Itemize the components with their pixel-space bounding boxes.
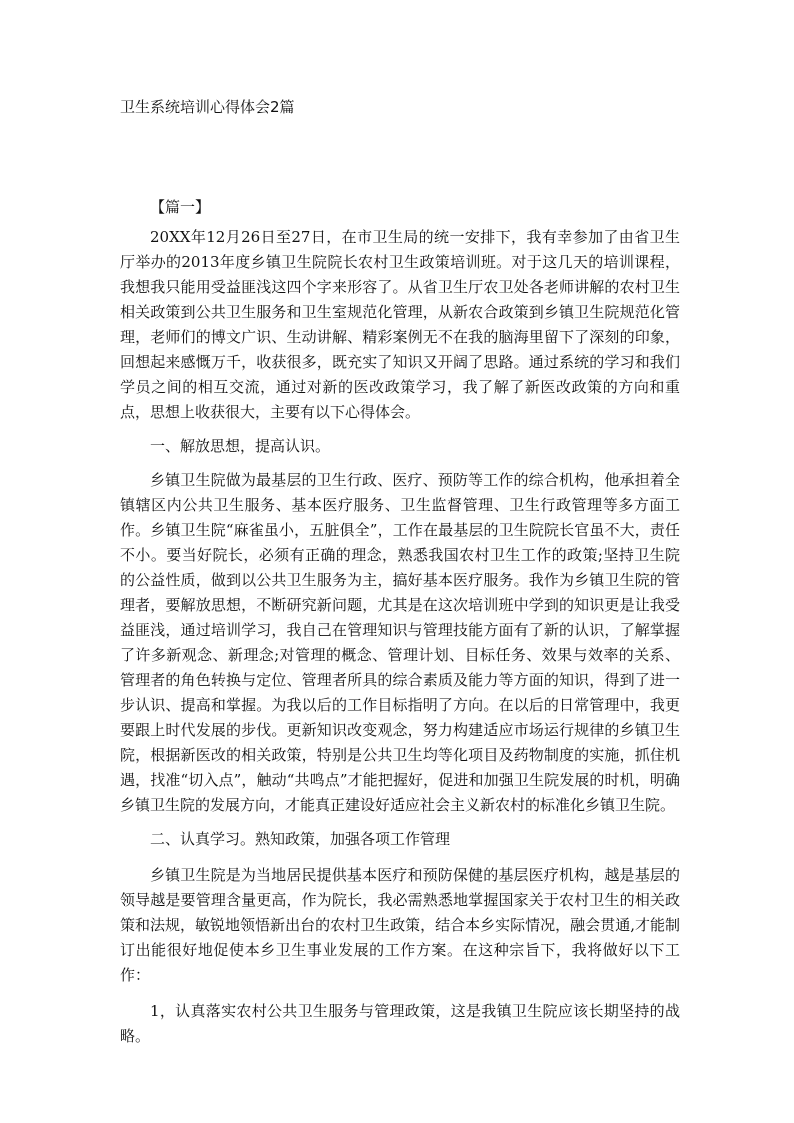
document-body	[120, 195, 680, 1049]
paragraph-policy-management: 乡镇卫生院是为当地居民提供基本医疗和预防保健的基层医疗机构，越是基层的领导越是要管理含量更高，作为院长，我必需熟悉地掌握国家关于农村卫生的相关政策和法规，敏锐地领悟新出台的农村卫生政策，结合本乡实际情况，融会贯通,才能制订出能很好地促使本乡卫生事业发展的工作方案。在这种宗旨下，我将做好以下工作：	[120, 866, 680, 984]
section-label: 【篇一】	[150, 198, 211, 216]
paragraph-intro: 20XX年12月26日至27日，在市卫生局的统一安排下，我有幸参加了由省卫生厅举办的2013年度乡镇卫生院院长农村卫生政策培训班。对于这几天的培训课程，我想我只能用受益匪浅这四个字来形容了。从省卫生厅农卫处各老师讲解的农村卫生相关政策到公共卫生服务和卫生室规范化管理，从新农合政策到乡镇卫生院规范化管理，老师们的博文广识、生动讲解、精彩案例无不在我的脑海里留下了深刻的印象，回想起来感慨万千，收获很多，既充实了知识又开阔了思路。通过系统的学习和我们学员之间的相互交流，通过对新的医改政策学习，我了解了新医改政策的方向和重点，思想上收获很大，主要有以下心得体会。	[120, 228, 680, 421]
paragraph-township-hospital-role: 乡镇卫生院做为最基层的卫生行政、医疗、预防等工作的综合机构，他承担着全镇辖区内公共卫生服务、基本医疗服务、卫生监督管理、卫生行政管理等多方面工作。乡镇卫生院“麻雀虽小，五脏俱全”，工作在最基层的卫生院院长官虽不大，责任不小。要当好院长，必须有正确的理念，熟悉我国农村卫生工作的政策;坚持卫生院的公益性质，做到以公共卫生服务为主，搞好基本医疗服务。我作为乡镇卫生院的管理者，要解放思想，不断研究新问题，尤其是在这次培训班中学到的知识更是让我受益匪浅，通过培训学习，我自己在管理知识与管理技能方面有了新的认识，了解掌握了许多新观念、新理念;对管理的概念、管理计划、目标任务、效果与效率的关系、管理者的角色转换与定位、管理者所具的综合素质及能力等方面的知识，得到了进一步认识、提高和掌握。为我以后的工作目标指明了方向。在以后的日常管理中，我更要跟上时代发展的步伐。更新知识改变观念，努力构建适应市场运行规律的乡镇卫生院，根据新医改的相关政策，特别是公共卫生均等化项目及药物制度的实施，抓住机遇，找准“切入点”，触动“共鸣点”才能把握好，促进和加强卫生院发展的时机，明确乡镇卫生院的发展方向，才能真正建设好适应社会主义新农村的标准化乡镇卫生院。	[120, 471, 680, 814]
heading-liberate-thinking: 一、解放思想，提高认识。	[150, 437, 331, 455]
heading-study-policy: 二、认真学习。熟知政策，加强各项工作管理	[150, 830, 451, 848]
document-title: 卫生系统培训心得体会2篇	[120, 98, 295, 116]
paragraph-item-1: 1，认真落实农村公共卫生服务与管理政策，这是我镇卫生院应该长期坚持的战略。	[120, 1002, 680, 1045]
